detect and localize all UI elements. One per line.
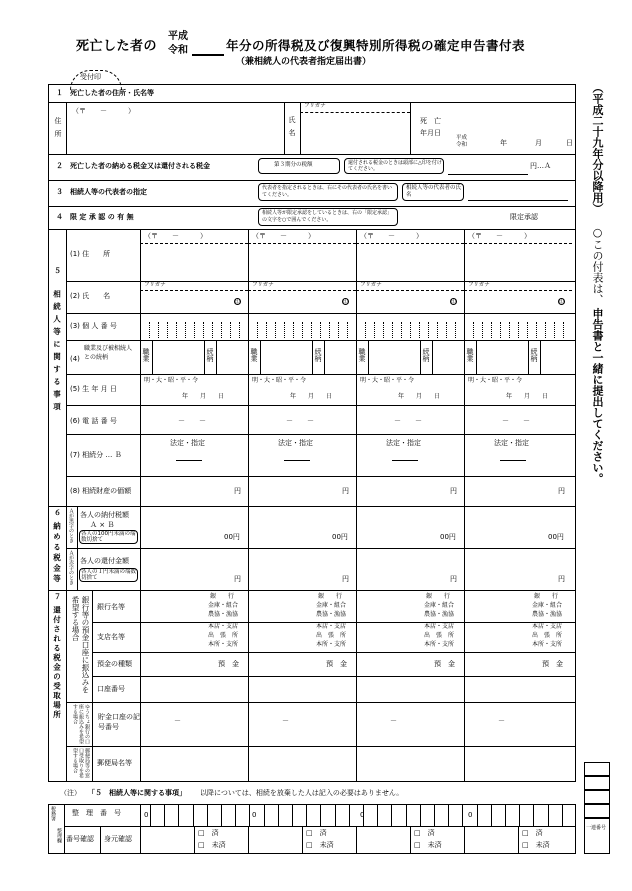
- sec1-death: 死 亡: [420, 117, 441, 125]
- heir2-postal: （〒 － ）: [252, 232, 315, 240]
- sec3-rep: 相続人等の代表者の氏名: [406, 185, 462, 198]
- sec5-row-relation-a: (4): [70, 355, 80, 363]
- office-confirm1: 番号確認: [66, 835, 94, 843]
- heir1-seal: 印: [235, 299, 241, 305]
- note-lead: （注）: [60, 789, 81, 797]
- confirm-notdone-3[interactable]: □ 未済: [414, 841, 442, 849]
- heir2-bank-opt3: 農協・漁協: [316, 611, 347, 618]
- office-zero-4: 0: [468, 811, 473, 819]
- heir2-eras: 明・大・昭・平・令: [252, 377, 307, 384]
- heir4-mynumber-field[interactable]: [466, 316, 570, 338]
- heir2-branch-opt1: 本店・支店: [316, 623, 347, 630]
- heir3-address-field[interactable]: [358, 245, 462, 279]
- heir4-bank-opt2: 金庫・組合: [532, 602, 563, 609]
- sec5-row-phone: (6) 電 話 番 号: [70, 417, 117, 425]
- heir4-job: 職業: [466, 348, 474, 362]
- office-side2: 整理欄: [56, 828, 62, 843]
- subtitle: （兼相続人の代表者指定届出書）: [236, 57, 372, 67]
- heir1-share-label: 法定・指定: [170, 439, 205, 447]
- right-box-3: [584, 790, 610, 804]
- sec6-num: ６: [54, 509, 61, 517]
- sec1-postal: （〒 － ）: [72, 107, 135, 115]
- heir3-job: 職業: [358, 348, 366, 362]
- heir4-branch-opt1: 本店・支店: [532, 623, 563, 630]
- sec7-bank-name: 銀行名等: [97, 603, 125, 611]
- sec4-note: 相続人等が限定承認をしているときは、右の「限定承認」の文字を○で囲んでください。: [262, 210, 393, 223]
- sec2-unit: 円…Ａ: [530, 162, 551, 170]
- heir3-seal: 印: [451, 299, 457, 305]
- office-zero-3: 0: [360, 811, 365, 819]
- sec5-row-name: (2) 氏 名: [70, 292, 111, 300]
- confirm-done-1[interactable]: □ 済: [198, 829, 219, 837]
- sec2-amount-field[interactable]: [448, 158, 528, 175]
- heir3-share-label: 法定・指定: [386, 439, 421, 447]
- sec7-title: 還付される税金の受取場所: [52, 606, 62, 720]
- sec7-num: ７: [54, 593, 61, 601]
- sec2-term: 第３期分の税額: [274, 162, 313, 168]
- heir3-pay-unit: 00円: [440, 533, 456, 541]
- heir2-mynumber-field[interactable]: [250, 316, 354, 338]
- sec1-name-label: 氏名: [288, 116, 296, 142]
- heir1-ymd: 年 月 日: [182, 393, 225, 400]
- heir2-ymd: 年 月 日: [290, 393, 333, 400]
- heir3-mynumber-field[interactable]: [358, 316, 462, 338]
- heir2-ref-unit: 円: [342, 575, 349, 583]
- office-confirm2: 身元確認: [104, 835, 132, 843]
- sec1-month: 月: [535, 139, 542, 147]
- heir4-address-field[interactable]: [466, 245, 570, 279]
- sec1-furigana: フリガナ: [304, 103, 326, 109]
- sec5-row-mynumber: (3) 個 人 番 号: [70, 322, 117, 330]
- heir4-post-dash: －: [498, 717, 505, 725]
- title-era-top: 平成: [168, 31, 188, 42]
- heir1-bank-opt2: 金庫・組合: [208, 602, 239, 609]
- heir3-bank-opt3: 農協・漁協: [424, 611, 455, 618]
- heir1-postal: （〒 － ）: [144, 232, 207, 240]
- sec6-ref-label1: 各人の還付金額: [80, 557, 129, 565]
- heir3-phone[interactable]: － －: [394, 417, 422, 425]
- heir2-share-label: 法定・指定: [278, 439, 313, 447]
- sec5-row-address: (1) 住 所: [70, 250, 111, 258]
- heir2-phone[interactable]: － －: [286, 417, 314, 425]
- sec7-post-office: 郵便局名等: [97, 759, 132, 767]
- heir4-postal: （〒 － ）: [468, 232, 531, 240]
- sec2-label: ２ 死亡した者の納める税金又は還付される税金: [56, 162, 210, 170]
- heir2-job: 職業: [250, 348, 258, 362]
- heir2-bank-opt2: 金庫・組合: [316, 602, 347, 609]
- heir3-postal: （〒 － ）: [360, 232, 423, 240]
- sec6-side-b: Ａが赤字のとき: [68, 550, 74, 585]
- title-suffix: 年分の所得税及び復興特別所得税の確定申告書付表: [226, 38, 526, 53]
- sec1-era1: 平成: [456, 135, 468, 141]
- heir1-branch-opt3: 本所・支所: [208, 641, 239, 648]
- heir3-post-dash: －: [390, 717, 397, 725]
- office-zero-2: 0: [252, 811, 257, 819]
- heir1-job: 職業: [142, 348, 150, 362]
- sec1-era2: 令和: [456, 142, 468, 148]
- heir2-branch-opt3: 本所・支所: [316, 641, 347, 648]
- confirm-notdone-4[interactable]: □ 未済: [522, 841, 550, 849]
- heir4-deposit: 預 金: [542, 660, 563, 668]
- note-rest: 以降については、相続を放棄した人は記入の必要はありません。: [200, 789, 404, 797]
- heir4-branch-opt2: 出 張 所: [532, 632, 563, 639]
- office-side1: 税務署: [50, 806, 56, 821]
- heir4-eras: 明・大・昭・平・令: [468, 377, 523, 384]
- heir4-bank-opt3: 農協・漁協: [532, 611, 563, 618]
- heir4-ref-unit: 円: [558, 575, 565, 583]
- heir1-estate-yen: 円: [234, 487, 241, 495]
- heir4-seal: 印: [559, 299, 565, 305]
- heir1-address-field[interactable]: [142, 245, 246, 279]
- confirm-notdone-1[interactable]: □ 未済: [198, 841, 226, 849]
- sec6-pay-formula: Ａ × Ｂ: [90, 521, 115, 529]
- right-box-1: [584, 762, 610, 776]
- heir1-bank-opt1: 銀 行: [210, 593, 235, 600]
- heir3-branch-opt2: 出 張 所: [424, 632, 455, 639]
- heir2-deposit: 預 金: [326, 660, 347, 668]
- heir2-address-field[interactable]: [250, 245, 354, 279]
- heir4-estate-yen: 円: [558, 487, 565, 495]
- heir3-bank-opt1: 銀 行: [426, 593, 451, 600]
- heir3-branch-opt3: 本所・支所: [424, 641, 455, 648]
- right-box-4: [584, 804, 610, 818]
- heir4-phone[interactable]: － －: [502, 417, 530, 425]
- title-era-bottom: 令和: [168, 45, 188, 56]
- confirm-notdone-2[interactable]: □ 未済: [306, 841, 334, 849]
- heir1-branch-opt1: 本店・支店: [208, 623, 239, 630]
- sec1-day: 日: [566, 139, 573, 147]
- heir1-branch-opt2: 出 張 所: [208, 632, 239, 639]
- heir1-rel: 続柄: [206, 348, 214, 362]
- title-prefix: 死亡した者の: [76, 39, 158, 54]
- sec6-pay-label2: 各人の100円未満の端数切捨て: [81, 531, 136, 543]
- sec6-ref-label2: 各人の１円未満の端数切捨て: [81, 569, 137, 581]
- right-box-2: [584, 776, 610, 790]
- heir2-branch-opt2: 出 張 所: [316, 632, 347, 639]
- heir1-furigana: フリガナ: [144, 282, 166, 288]
- heir1-bank-opt3: 農協・漁協: [208, 611, 239, 618]
- sec4-label: ４ 限 定 承 認 の 有 無: [56, 213, 134, 221]
- heir2-seal: 印: [343, 299, 349, 305]
- sec5-row-birth: (5) 生 年 月 日: [70, 385, 117, 393]
- sec3-label: ３ 相続人等の代表者の指定: [56, 188, 147, 196]
- side-note-bold: 申告書と一緒に提出してください。: [591, 308, 604, 484]
- sec6-pay-label1: 各人の納付税額: [80, 511, 129, 519]
- heir1-mynumber-field[interactable]: [142, 316, 246, 338]
- heir4-bank-opt1: 銀 行: [534, 593, 559, 600]
- heir2-furigana: フリガナ: [252, 282, 274, 288]
- heir1-eras: 明・大・昭・平・令: [144, 377, 199, 384]
- sec7-post-side: ゆうちょ銀行の口座に振込みを希望する場合: [72, 704, 90, 744]
- heir4-branch-opt3: 本所・支所: [532, 641, 563, 648]
- heir4-ymd: 年 月 日: [506, 393, 549, 400]
- heir3-deposit: 預 金: [434, 660, 455, 668]
- heir2-bank-opt1: 銀 行: [318, 593, 343, 600]
- heir2-pay-unit: 00円: [332, 533, 348, 541]
- confirm-done-4[interactable]: □ 済: [522, 829, 543, 837]
- heir3-estate-yen: 円: [450, 487, 457, 495]
- heir1-post-dash: －: [174, 717, 181, 725]
- sec2-note: 還付される税金のときは頭部に△印を付けてください。: [348, 160, 442, 172]
- receipt-stamp-label: 受付印: [80, 73, 101, 81]
- heir4-share-label: 法定・指定: [494, 439, 529, 447]
- confirm-done-2[interactable]: □ 済: [306, 829, 327, 837]
- sec5-row-estate: (8) 相続財産の価額: [70, 487, 132, 495]
- heir4-furigana: フリガナ: [468, 282, 490, 288]
- heir3-rel: 続柄: [422, 348, 430, 362]
- side-note-normal: ○この付表は、: [591, 226, 604, 305]
- sec7-acct-no: 口座番号: [97, 685, 125, 693]
- sec5-row-share: (7) 相続分 … Ｂ: [70, 451, 122, 459]
- sec1-address-label: 住所: [54, 117, 62, 143]
- heir1-ref-unit: 円: [234, 575, 241, 583]
- heir2-rel: 続柄: [314, 348, 322, 362]
- sec4-value[interactable]: 限定承認: [510, 213, 538, 221]
- sec6-side-a: Ａが黒字のとき: [68, 508, 74, 543]
- sec7-office-side: 郵便局等の窓口受取りを希望する場合: [72, 748, 90, 778]
- heir3-eras: 明・大・昭・平・令: [360, 377, 415, 384]
- sec6-title: 納める税金等: [52, 522, 62, 585]
- heir3-furigana: フリガナ: [360, 282, 382, 288]
- sec3-rep-name-field[interactable]: [468, 184, 568, 201]
- title-year-line: [192, 54, 224, 56]
- sec7-acct-type: 預金の種類: [97, 660, 132, 668]
- heir1-deposit: 預 金: [218, 660, 239, 668]
- sec7-bank-side: 銀行等の預金口座に振込みを希望する場合: [71, 596, 90, 694]
- confirm-done-3[interactable]: □ 済: [414, 829, 435, 837]
- heir3-branch-opt1: 本店・支店: [424, 623, 455, 630]
- sec3-note: 代表者を指定されるときは、右にその代表者の氏名を書いてください。: [262, 185, 393, 198]
- heir1-phone[interactable]: － －: [178, 417, 206, 425]
- heir3-ref-unit: 円: [450, 575, 457, 583]
- serial-label: 一連番号: [586, 825, 607, 831]
- heir3-ymd: 年 月 日: [398, 393, 441, 400]
- right-serial-box: [584, 818, 610, 854]
- sec7-branch: 支店名等: [97, 633, 125, 641]
- sec1-label: １ 死亡した者の住所・氏名等: [56, 89, 154, 97]
- heir1-pay-unit: 00円: [224, 533, 240, 541]
- heir4-rel: 続柄: [530, 348, 538, 362]
- sec5-row-relation-b: 職業及び被相続人との続柄: [84, 345, 133, 361]
- sec5-num: ５: [54, 267, 61, 275]
- note-quote: 「５ 相続人等に関する事項」: [88, 789, 186, 797]
- heir3-bank-opt2: 金庫・組合: [424, 602, 455, 609]
- office-zero: 0: [144, 811, 149, 819]
- heir2-estate-yen: 円: [342, 487, 349, 495]
- sec5-title: 相続人等に関する事項: [52, 290, 62, 415]
- side-note-years: （平成二十九年分以降用）: [591, 82, 604, 214]
- sec7-post-acct: 貯金口座の記号番号: [98, 713, 140, 731]
- office-seiri: 整 理 番 号: [72, 809, 121, 817]
- sec1-year: 年: [500, 139, 507, 147]
- heir4-pay-unit: 00円: [548, 533, 564, 541]
- heir2-post-dash: －: [282, 717, 289, 725]
- sec1-death2: 年月日: [420, 129, 441, 137]
